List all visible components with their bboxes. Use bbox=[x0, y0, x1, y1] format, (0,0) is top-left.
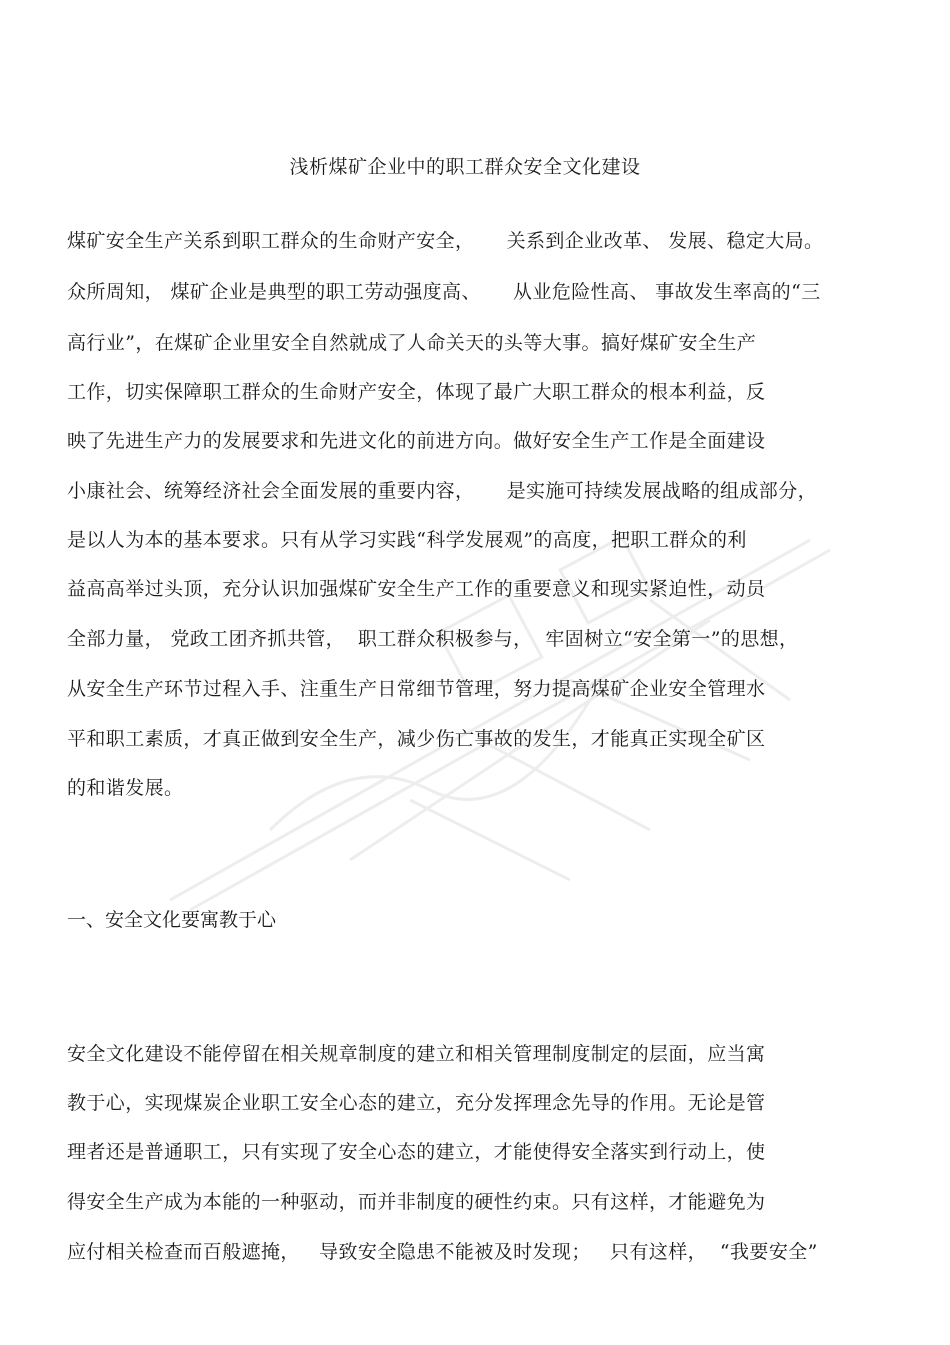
intro-line-4: 工作，切实保障职工群众的生命财产安全，体现了最广大职工群众的根本利益，反 bbox=[67, 381, 766, 403]
intro-line-2: 众所周知， 煤矿企业是典型的职工劳动强度高、 从业危险性高、 事故发生率高的“三 bbox=[67, 281, 821, 303]
section-line-4: 得安全生产成为本能的一种驱动，而并非制度的硬性约束。只有这样，才能避免为 bbox=[67, 1191, 766, 1213]
intro-line-7: 是以人为本的基本要求。只有从学习实践“科学发展观”的高度，把职工群众的利 bbox=[67, 529, 747, 551]
watermark-stamp bbox=[150, 500, 850, 920]
intro-line-1: 煤矿安全生产关系到职工群众的生命财产安全， 关系到企业改革、 发展、稳定大局。 bbox=[67, 230, 824, 252]
intro-line-12: 的和谐发展。 bbox=[67, 777, 184, 799]
section-heading: 一、安全文化要寓教于心 bbox=[67, 909, 277, 931]
intro-line-9: 全部力量， 党政工团齐抓共管， 职工群众积极参与， 牢固树立“安全第一”的思想， bbox=[67, 628, 799, 650]
intro-line-5: 映了先进生产力的发展要求和先进文化的前进方向。做好安全生产工作是全面建设 bbox=[67, 430, 766, 452]
document-title: 浅析煤矿企业中的职工群众安全文化建设 bbox=[289, 156, 641, 178]
intro-line-8: 益高高举过头顶，充分认识加强煤矿安全生产工作的重要意义和现实紧迫性，动员 bbox=[67, 578, 766, 600]
intro-line-3: 高行业”，在煤矿企业里安全自然就成了人命关天的头等大事。搞好煤矿安全生产 bbox=[67, 332, 757, 354]
intro-line-6: 小康社会、统筹经济社会全面发展的重要内容， 是实施可持续发展战略的组成部分， bbox=[67, 480, 817, 502]
section-line-2: 教于心，实现煤炭企业职工安全心态的建立，充分发挥理念先导的作用。无论是管 bbox=[67, 1092, 766, 1114]
intro-line-10: 从安全生产环节过程入手、注重生产日常细节管理，努力提高煤矿企业安全管理水 bbox=[67, 678, 766, 700]
section-line-5: 应付相关检查而百般遮掩， 导致安全隐患不能被及时发现； 只有这样， “我要安全” bbox=[67, 1241, 818, 1263]
intro-line-11: 平和职工素质，才真正做到安全生产，减少伤亡事故的发生，才能真正实现全矿区 bbox=[67, 728, 766, 750]
section-line-1: 安全文化建设不能停留在相关规章制度的建立和相关管理制度制定的层面，应当寓 bbox=[67, 1043, 766, 1065]
section-line-3: 理者还是普通职工，只有实现了安全心态的建立，才能使得安全落实到行动上，使 bbox=[67, 1141, 766, 1163]
